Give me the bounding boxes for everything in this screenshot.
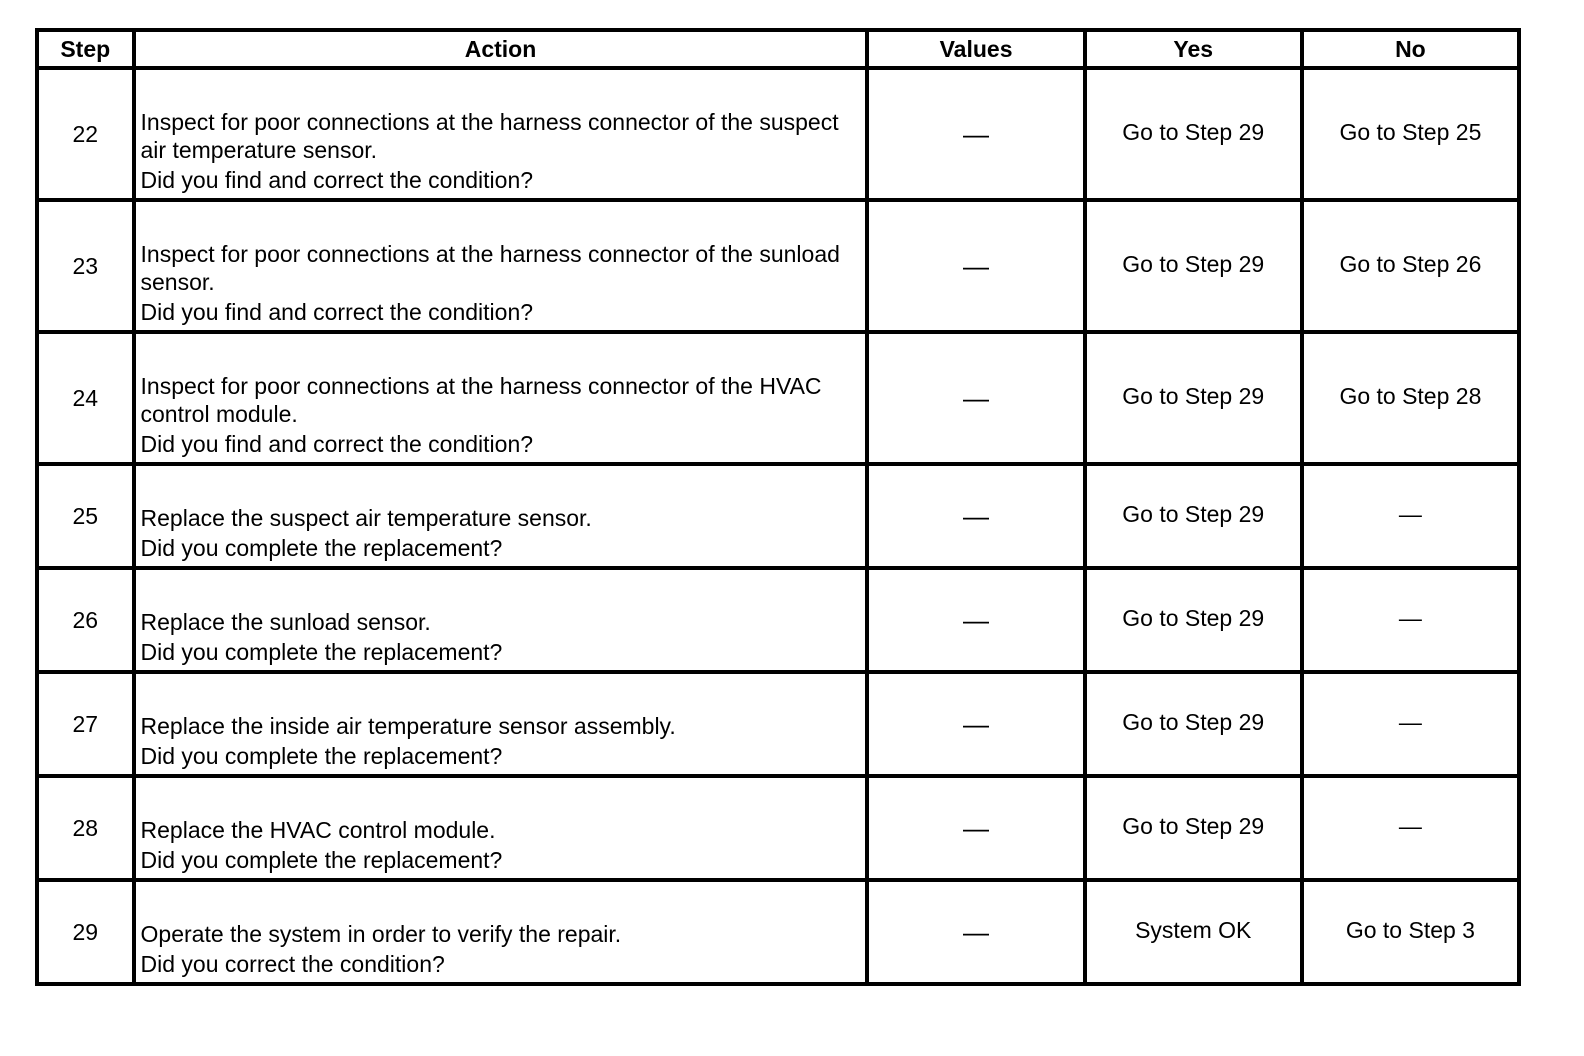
action-instruction: Replace the HVAC control module. (140, 817, 496, 843)
step-number: 24 (37, 332, 134, 464)
action-question: Did you complete the replacement? (140, 743, 503, 769)
diagnostic-steps-table (35, 28, 1521, 986)
no-outcome: Go to Step 3 (1345, 917, 1475, 943)
yes-cell (1085, 200, 1302, 332)
yes-cell (1085, 68, 1302, 200)
yes-cell (1085, 568, 1302, 672)
no-cell (1302, 672, 1519, 776)
yes-cell (1085, 672, 1302, 776)
no-cell (1302, 332, 1519, 464)
values-cell: — (867, 568, 1084, 672)
no-outcome: Go to Step 28 (1339, 383, 1482, 409)
action-question: Did you find and correct the condition? (140, 167, 534, 193)
step-number: 22 (37, 68, 134, 200)
values-cell: — (867, 200, 1084, 332)
values-cell: — (867, 776, 1084, 880)
yes-outcome: Go to Step 29 (1122, 383, 1265, 409)
yes-outcome: Go to Step 29 (1122, 251, 1265, 277)
action-cell (134, 464, 868, 568)
yes-cell (1085, 464, 1302, 568)
action-instruction: Operate the system in order to verify the repair. (140, 921, 622, 947)
no-cell (1302, 776, 1519, 880)
yes-outcome: Go to Step 29 (1122, 119, 1265, 145)
table-row (37, 568, 1519, 672)
action-cell (134, 672, 868, 776)
action-question: Did you find and correct the condition? (140, 299, 534, 325)
action-instruction: Replace the suspect air temperature sensor. (140, 505, 592, 531)
action-cell (134, 568, 868, 672)
values-cell: — (867, 464, 1084, 568)
action-cell (134, 776, 868, 880)
yes-outcome: Go to Step 29 (1122, 709, 1265, 735)
header-no: No (1302, 30, 1519, 68)
header-values: Values (867, 30, 1084, 68)
step-number: 23 (37, 200, 134, 332)
table-row (37, 672, 1519, 776)
action-question: Did you complete the replacement? (140, 535, 503, 561)
action-cell (134, 332, 868, 464)
no-cell (1302, 464, 1519, 568)
header-row (37, 30, 1519, 68)
step-number: 27 (37, 672, 134, 776)
yes-outcome: Go to Step 29 (1122, 501, 1265, 527)
yes-cell (1085, 880, 1302, 984)
no-cell (1302, 568, 1519, 672)
no-cell (1302, 880, 1519, 984)
yes-outcome: System OK (1135, 917, 1252, 943)
yes-cell (1085, 776, 1302, 880)
action-question: Did you find and correct the condition? (140, 431, 534, 457)
yes-outcome: Go to Step 29 (1122, 813, 1265, 839)
values-cell: — (867, 332, 1084, 464)
no-outcome: — (1398, 813, 1422, 839)
header-step: Step (37, 30, 134, 68)
header-action: Action (134, 30, 868, 68)
table-row (37, 880, 1519, 984)
no-outcome: — (1398, 709, 1422, 735)
action-question: Did you complete the replacement? (140, 847, 503, 873)
values-cell: — (867, 880, 1084, 984)
step-number: 29 (37, 880, 134, 984)
no-outcome: — (1398, 501, 1422, 527)
no-outcome: Go to Step 26 (1339, 251, 1482, 277)
no-outcome: Go to Step 25 (1339, 119, 1482, 145)
table-row (37, 68, 1519, 200)
table-row (37, 464, 1519, 568)
values-cell: — (867, 672, 1084, 776)
table-row (37, 776, 1519, 880)
action-question: Did you complete the replacement? (140, 639, 503, 665)
yes-outcome: Go to Step 29 (1122, 605, 1265, 631)
action-cell (134, 68, 868, 200)
action-instruction: Inspect for poor connections at the harness connector of the suspect air temperature sensor. (140, 109, 839, 163)
action-instruction: Replace the sunload sensor. (140, 609, 431, 635)
header-yes: Yes (1085, 30, 1302, 68)
yes-cell (1085, 332, 1302, 464)
step-number: 26 (37, 568, 134, 672)
action-cell (134, 880, 868, 984)
table-row (37, 332, 1519, 464)
table-row (37, 200, 1519, 332)
step-number: 28 (37, 776, 134, 880)
step-number: 25 (37, 464, 134, 568)
no-cell (1302, 200, 1519, 332)
action-instruction: Replace the inside air temperature sensor assembly. (140, 713, 676, 739)
action-instruction: Inspect for poor connections at the harness connector of the HVAC control module. (140, 373, 822, 427)
action-instruction: Inspect for poor connections at the harness connector of the sunload sensor. (140, 241, 840, 295)
no-outcome: — (1398, 605, 1422, 631)
no-cell (1302, 68, 1519, 200)
action-question: Did you correct the condition? (140, 951, 445, 977)
values-cell: — (867, 68, 1084, 200)
action-cell (134, 200, 868, 332)
